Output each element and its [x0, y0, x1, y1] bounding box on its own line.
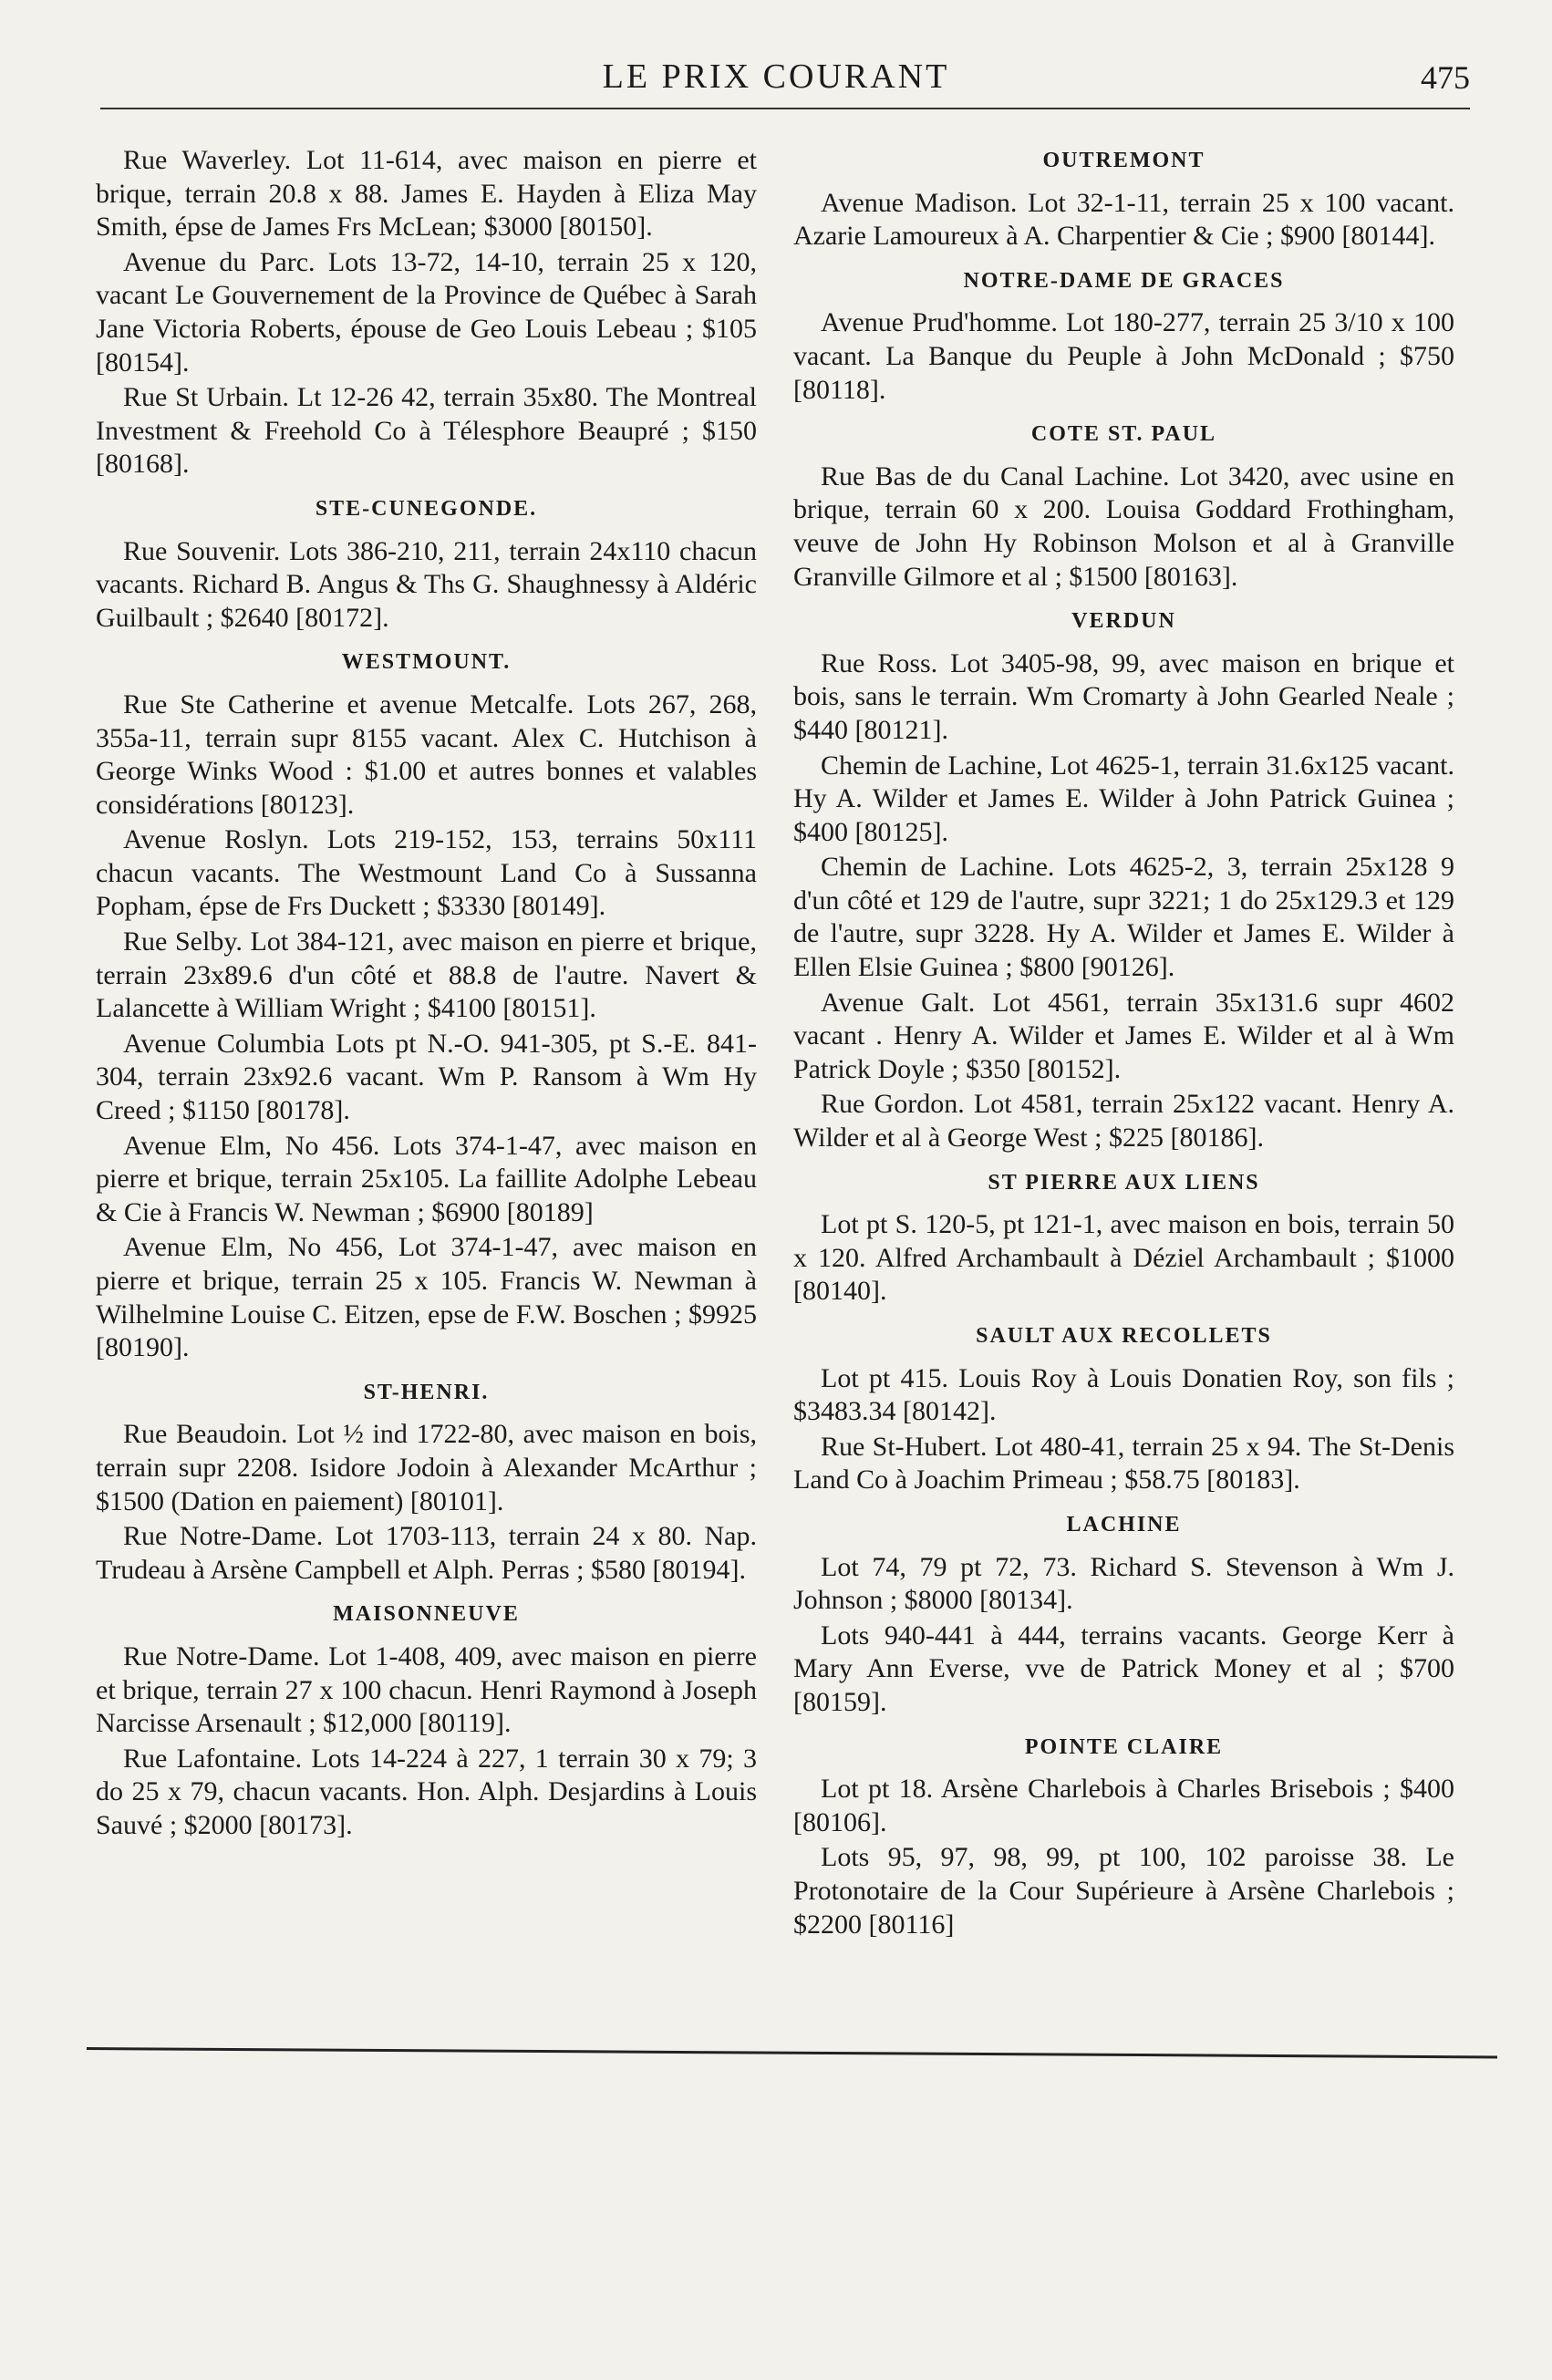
transaction-entry: Lot pt 415. Louis Roy à Louis Donatien Roy, son fils ; $3483.34 [80142]. [793, 1362, 1454, 1427]
section-heading: WESTMOUNT. [341, 650, 512, 675]
section-heading: NOTRE-DAME DE GRACES [963, 268, 1285, 293]
transaction-entry: Lot 74, 79 pt 72, 73. Richard S. Stevenson à Wm J. Johnson ; $8000 [80134]. [793, 1551, 1454, 1616]
transaction-entry: Rue Gordon. Lot 4581, terrain 25x122 vacant. Henry A. Wilder et al à George West ; $225 [80186]. [793, 1089, 1454, 1154]
transaction-entry: Rue Ross. Lot 3405-98, 99, avec maison en brique et bois, sans le terrain. Wm Cromarty à John Gearled Neale ; $440 [80121]. [793, 647, 1454, 745]
transaction-entry: Avenue du Parc. Lots 13-72, 14-10, terrain 25 x 120, vacant Le Gouvernement de la Province de Québec à Sarah Jane Victoria Roberts, épouse de Geo Louis Lebeau ; $105 [80154]. [96, 246, 757, 378]
transaction-entry: Lot pt 18. Arsène Charlebois à Charles Brisebois ; $400 [80106]. [793, 1774, 1454, 1837]
transaction-entry: Avenue Roslyn. Lots 219-152, 153, terrains 50x111 chacun vacants. The Westmount Land Co à Sussanna Popham, épse de Frs Duckett ; $3330 [80149]. [96, 824, 757, 922]
transaction-entry: Chemin de Lachine, Lot 4625-1, terrain 31.6x125 vacant. Hy A. Wilder et James E. Wilder à John Patrick Guinea ; $400 [80125]. [793, 750, 1454, 847]
transaction-entry: Rue Notre-Dame. Lot 1-408, 409, avec maison en pierre et brique, terrain 27 x 100 chacun. Henri Raymond à Joseph Narcisse Arsenault ; $12,000 [80119]. [96, 1640, 757, 1739]
header-rule [100, 108, 1470, 109]
page-number: 475 [1421, 59, 1470, 96]
section-heading: MAISONNEUVE [333, 1602, 520, 1627]
transaction-entry: Rue Waverley. Lot 11-614, avec maison en pierre et brique, terrain 20.8 x 88. James E. Hayden à Eliza May Smith, épse de James Frs McLean; $3000 [80150]. [96, 145, 757, 243]
transaction-entry: Lot pt S. 120-5, pt 121-1, avec maison en bois, terrain 50 x 120. Alfred Archambault à Déziel Archambault ; $1000 [80140]. [793, 1209, 1454, 1307]
transaction-entry: Lots 940-441 à 444, terrains vacants. George Kerr à Mary Ann Everse, vve de Patrick Money et al ; $700 [80159]. [793, 1619, 1454, 1717]
transaction-entry: Rue Notre-Dame. Lot 1703-113, terrain 24 x 80. Nap. Trudeau à Arsène Campbell et Alph. Perras ; $580 [80194]. [96, 1521, 757, 1585]
transaction-entry: Rue St-Hubert. Lot 480-41, terrain 25 x 94. The St-Denis Land Co à Joachim Primeau ; $58.75 [80183]. [793, 1431, 1454, 1495]
transaction-entry: Rue Selby. Lot 384-121, avec maison en pierre et brique, terrain 23x89.6 d'un côté et 88.8 de l'autre. Navert & Lalancette à William Wright ; $4100 [80151]. [96, 926, 757, 1024]
transaction-entry: Rue St Urbain. Lt 12-26 42, terrain 35x80. The Montreal Investment & Freehold Co à Télesphore Beaupré ; $150 [80168]. [96, 382, 757, 480]
transaction-entry: Avenue Galt. Lot 4561, terrain 35x131.6 supr 4602 vacant . Henry A. Wilder et James E. Wilder et al à Wm Patrick Doyle ; $350 [80152]. [793, 987, 1454, 1084]
transaction-entry: Rue Lafontaine. Lots 14-224 à 227, 1 terrain 30 x 79; 3 do 25 x 79, chacun vacants. Hon. Alph. Desjardins à Louis Sauvé ; $2000 [80173]. [96, 1743, 757, 1840]
transaction-entry: Avenue Elm, No 456. Lots 374-1-47, avec maison en pierre et brique, terrain 25x105. La faillite Adolphe Lebeau & Cie à Francis W. Newman ; $6900 [80189] [96, 1130, 757, 1227]
section-heading: COTE ST. PAUL [1030, 422, 1217, 447]
section-heading: POINTE CLAIRE [1024, 1734, 1224, 1759]
section-heading: ST PIERRE AUX LIENS [988, 1170, 1260, 1195]
transaction-entry: Chemin de Lachine. Lots 4625-2, 3, terrain 25x128 9 d'un côté et 129 de l'autre, supr 3221; 1 do 25x129.3 et 129 de l'autre, supr 3228. Hy A. Wilder et James E. Wilder à Ellen Elsie Guinea ; $800 [90126]. [793, 852, 1454, 983]
page-header [0, 0, 1552, 128]
running-title: LE PRIX COURANT [602, 57, 950, 96]
section-heading: OUTREMONT [1042, 149, 1205, 172]
transaction-entry: Rue Bas de du Canal Lachine. Lot 3420, avec usine en brique, terrain 60 x 200. Louisa Goddard Frothingham, veuve de John Hy Robinson Molson et al à Granville Granville Gilmore et al ; $1500 [80163]. [793, 460, 1454, 592]
transaction-entry: Rue Beaudoin. Lot ½ ind 1722-80, avec maison en bois, terrain supr 2208. Isidore Jodoin à Alexander McArthur ; $1500 (Dation en paiement) [80101]. [96, 1419, 757, 1516]
scan-artifact-line [87, 2047, 1497, 2058]
left-column [96, 144, 757, 1845]
section-heading: ST-HENRI. [363, 1380, 490, 1404]
transaction-entry: Lots 95, 97, 98, 99, pt 100, 102 paroisse 38. Le Protonotaire de la Cour Supérieure à Arsène Charlebois ; $2200 [80116] [793, 1842, 1454, 1940]
transaction-entry: Rue Ste Catherine et avenue Metcalfe. Lots 267, 268, 355a-11, terrain supr 8155 vacant. Alex C. Hutchison à George Winks Wood : $1.00 et autres bonnes et valables considérations [80123]. [96, 688, 757, 820]
section-heading: LACHINE [1066, 1512, 1182, 1537]
section-heading: SAULT AUX RECOLLETS [976, 1324, 1272, 1348]
transaction-entry: Avenue Columbia Lots pt N.-O. 941-305, pt S.-E. 841-304, terrain 23x92.6 vacant. Wm P. Ransom à Wm Hy Creed ; $1150 [80178]. [96, 1028, 757, 1126]
transaction-entry: Rue Souvenir. Lots 386-210, 211, terrain 24x110 chacun vacants. Richard B. Angus & Ths G. Shaughnessy à Aldéric Guilbault ; $2640 [80172]. [96, 535, 757, 633]
section-heading: STE-CUNEGONDE. [315, 496, 538, 521]
transaction-entry: Avenue Madison. Lot 32-1-11, terrain 25 x 100 vacant. Azarie Lamoureux à A. Charpentier & Cie ; $900 [80144]. [793, 187, 1454, 252]
right-column [793, 144, 1454, 1943]
transaction-entry: Avenue Elm, No 456, Lot 374-1-47, avec maison en pierre et brique, terrain 25 x 105. Francis W. Newman à Wilhelmine Louise C. Eitzen, epse de F.W. Boschen ; $9925 [80190]. [96, 1232, 757, 1363]
transaction-entry: Avenue Prud'homme. Lot 180-277, terrain 25 3/10 x 100 vacant. La Banque du Peuple à John McDonald ; $750 [80118]. [793, 307, 1454, 405]
section-heading: VERDUN [1071, 609, 1176, 634]
